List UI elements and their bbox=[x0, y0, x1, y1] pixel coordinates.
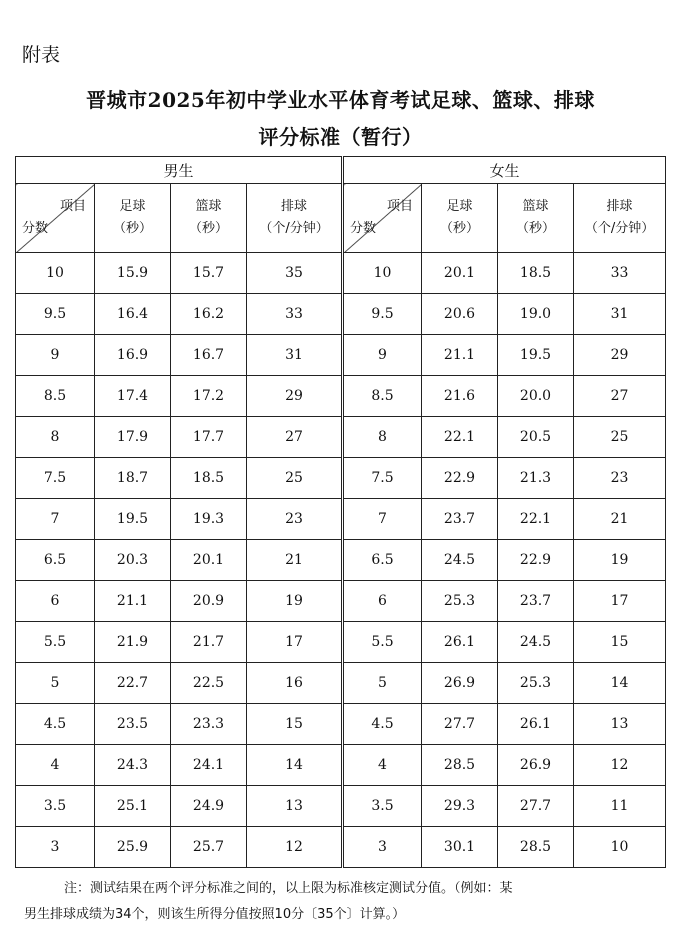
female-volleyball-cell: 12 bbox=[574, 745, 666, 786]
female-basketball-cell: 27.7 bbox=[498, 786, 574, 827]
female-volleyball-cell: 19 bbox=[574, 540, 666, 581]
male-volleyball-cell: 25 bbox=[247, 458, 343, 499]
diag-score-label: 分数 bbox=[350, 221, 377, 236]
basketball-unit: （秒） bbox=[188, 221, 228, 236]
male-basketball-cell: 24.9 bbox=[171, 786, 247, 827]
male-volleyball-cell: 15 bbox=[247, 704, 343, 745]
male-football-cell: 20.3 bbox=[95, 540, 171, 581]
female-volleyball-cell: 29 bbox=[574, 335, 666, 376]
male-football-cell: 15.9 bbox=[95, 253, 171, 294]
female-basketball-header bbox=[498, 184, 574, 253]
male-score-cell: 3 bbox=[16, 827, 95, 868]
table-row bbox=[16, 417, 666, 458]
male-basketball-cell: 16.7 bbox=[171, 335, 247, 376]
female-score-cell: 5.5 bbox=[343, 622, 422, 663]
female-basketball-cell: 21.3 bbox=[498, 458, 574, 499]
male-score-cell: 7.5 bbox=[16, 458, 95, 499]
male-basketball-cell: 20.9 bbox=[171, 581, 247, 622]
male-basketball-cell: 24.1 bbox=[171, 745, 247, 786]
female-basketball-cell: 19.5 bbox=[498, 335, 574, 376]
female-football-cell: 20.1 bbox=[422, 253, 498, 294]
male-basketball-cell: 25.7 bbox=[171, 827, 247, 868]
male-volleyball-cell: 14 bbox=[247, 745, 343, 786]
male-score-cell: 3.5 bbox=[16, 786, 95, 827]
female-football-cell: 27.7 bbox=[422, 704, 498, 745]
male-score-cell: 9.5 bbox=[16, 294, 95, 335]
male-score-cell: 6.5 bbox=[16, 540, 95, 581]
female-score-cell: 6 bbox=[343, 581, 422, 622]
male-score-cell: 10 bbox=[16, 253, 95, 294]
male-basketball-cell: 18.5 bbox=[171, 458, 247, 499]
diag-item-label: 项目 bbox=[59, 199, 86, 214]
footnote-line2: 男生排球成绩为34个，则该生所得分值按照10分〔35个〕计算。） bbox=[24, 907, 406, 922]
female-basketball-cell: 26.1 bbox=[498, 704, 574, 745]
table-row bbox=[16, 581, 666, 622]
female-basketball-cell: 28.5 bbox=[498, 827, 574, 868]
table-row bbox=[16, 335, 666, 376]
female-football-header bbox=[422, 184, 498, 253]
male-volleyball-cell: 29 bbox=[247, 376, 343, 417]
female-basketball-cell: 25.3 bbox=[498, 663, 574, 704]
female-football-cell: 25.3 bbox=[422, 581, 498, 622]
table-row bbox=[16, 458, 666, 499]
female-score-cell: 8.5 bbox=[343, 376, 422, 417]
volleyball-label: 排球 bbox=[606, 199, 633, 214]
male-football-header bbox=[95, 184, 171, 253]
basketball-label: 篮球 bbox=[522, 199, 549, 214]
male-volleyball-cell: 33 bbox=[247, 294, 343, 335]
female-football-cell: 20.6 bbox=[422, 294, 498, 335]
male-football-cell: 17.4 bbox=[95, 376, 171, 417]
basketball-unit: （秒） bbox=[516, 221, 556, 236]
male-volleyball-cell: 17 bbox=[247, 622, 343, 663]
female-football-cell: 28.5 bbox=[422, 745, 498, 786]
male-volleyball-cell: 31 bbox=[247, 335, 343, 376]
female-football-cell: 21.6 bbox=[422, 376, 498, 417]
table-row bbox=[16, 540, 666, 581]
basketball-label: 篮球 bbox=[195, 199, 222, 214]
male-football-cell: 24.3 bbox=[95, 745, 171, 786]
volleyball-unit: （个/分钟） bbox=[259, 221, 329, 236]
football-label: 足球 bbox=[119, 199, 146, 214]
female-football-cell: 23.7 bbox=[422, 499, 498, 540]
female-basketball-cell: 26.9 bbox=[498, 745, 574, 786]
male-football-cell: 18.7 bbox=[95, 458, 171, 499]
female-volleyball-cell: 33 bbox=[574, 253, 666, 294]
scoring-table bbox=[15, 156, 666, 868]
female-score-cell: 4 bbox=[343, 745, 422, 786]
female-score-cell: 8 bbox=[343, 417, 422, 458]
male-score-cell: 8 bbox=[16, 417, 95, 458]
male-football-cell: 23.5 bbox=[95, 704, 171, 745]
female-football-cell: 26.9 bbox=[422, 663, 498, 704]
female-basketball-cell: 20.0 bbox=[498, 376, 574, 417]
male-basketball-cell: 16.2 bbox=[171, 294, 247, 335]
table-row bbox=[16, 499, 666, 540]
table-row bbox=[16, 253, 666, 294]
female-basketball-cell: 24.5 bbox=[498, 622, 574, 663]
female-football-cell: 21.1 bbox=[422, 335, 498, 376]
female-football-cell: 24.5 bbox=[422, 540, 498, 581]
female-volleyball-cell: 14 bbox=[574, 663, 666, 704]
male-volleyball-header bbox=[247, 184, 343, 253]
female-volleyball-cell: 11 bbox=[574, 786, 666, 827]
male-football-cell: 16.9 bbox=[95, 335, 171, 376]
male-volleyball-cell: 21 bbox=[247, 540, 343, 581]
male-volleyball-cell: 35 bbox=[247, 253, 343, 294]
table-row bbox=[16, 663, 666, 704]
volleyball-label: 排球 bbox=[281, 199, 308, 214]
document-title-line2: 评分标准（暂行） bbox=[258, 125, 423, 149]
female-volleyball-cell: 27 bbox=[574, 376, 666, 417]
gender-header-row bbox=[16, 157, 666, 184]
female-score-cell: 3.5 bbox=[343, 786, 422, 827]
male-volleyball-cell: 27 bbox=[247, 417, 343, 458]
volleyball-unit: （个/分钟） bbox=[584, 221, 655, 236]
male-basketball-cell: 23.3 bbox=[171, 704, 247, 745]
female-football-cell: 22.1 bbox=[422, 417, 498, 458]
female-score-cell: 7 bbox=[343, 499, 422, 540]
male-football-cell: 19.5 bbox=[95, 499, 171, 540]
female-volleyball-cell: 13 bbox=[574, 704, 666, 745]
table-row bbox=[16, 704, 666, 745]
male-score-cell: 9 bbox=[16, 335, 95, 376]
female-score-cell: 9.5 bbox=[343, 294, 422, 335]
female-volleyball-cell: 17 bbox=[574, 581, 666, 622]
male-basketball-cell: 15.7 bbox=[171, 253, 247, 294]
male-score-cell: 4 bbox=[16, 745, 95, 786]
football-unit: （秒） bbox=[112, 221, 152, 236]
female-basketball-cell: 19.0 bbox=[498, 294, 574, 335]
female-volleyball-cell: 15 bbox=[574, 622, 666, 663]
female-volleyball-header bbox=[574, 184, 666, 253]
male-basketball-cell: 17.2 bbox=[171, 376, 247, 417]
female-football-cell: 22.9 bbox=[422, 458, 498, 499]
female-volleyball-cell: 21 bbox=[574, 499, 666, 540]
male-football-cell: 21.1 bbox=[95, 581, 171, 622]
female-score-cell: 9 bbox=[343, 335, 422, 376]
female-football-cell: 30.1 bbox=[422, 827, 498, 868]
male-volleyball-cell: 12 bbox=[247, 827, 343, 868]
male-volleyball-cell: 16 bbox=[247, 663, 343, 704]
male-score-cell: 6 bbox=[16, 581, 95, 622]
female-score-cell: 6.5 bbox=[343, 540, 422, 581]
male-football-cell: 25.9 bbox=[95, 827, 171, 868]
male-score-cell: 5 bbox=[16, 663, 95, 704]
female-diagonal-header-cell bbox=[343, 184, 422, 253]
male-football-cell: 22.7 bbox=[95, 663, 171, 704]
female-score-cell: 3 bbox=[343, 827, 422, 868]
female-volleyball-cell: 10 bbox=[574, 827, 666, 868]
appendix-label: 附表 bbox=[22, 44, 61, 66]
footnote-line1: 注：测试结果在两个评分标准之间的，以上限为标准核定测试分值。（例如：某 bbox=[64, 881, 513, 896]
table-row bbox=[16, 745, 666, 786]
male-volleyball-cell: 23 bbox=[247, 499, 343, 540]
female-group-header: 女生 bbox=[343, 157, 666, 184]
male-diagonal-header-cell bbox=[16, 184, 95, 253]
female-basketball-cell: 20.5 bbox=[498, 417, 574, 458]
female-football-cell: 26.1 bbox=[422, 622, 498, 663]
table-row bbox=[16, 622, 666, 663]
female-score-cell: 4.5 bbox=[343, 704, 422, 745]
table-row bbox=[16, 376, 666, 417]
male-football-cell: 17.9 bbox=[95, 417, 171, 458]
male-score-cell: 4.5 bbox=[16, 704, 95, 745]
male-volleyball-cell: 13 bbox=[247, 786, 343, 827]
diag-score-label: 分数 bbox=[22, 221, 49, 236]
male-group-header: 男生 bbox=[16, 157, 343, 184]
male-football-cell: 25.1 bbox=[95, 786, 171, 827]
table-row bbox=[16, 827, 666, 868]
female-score-cell: 5 bbox=[343, 663, 422, 704]
female-basketball-cell: 23.7 bbox=[498, 581, 574, 622]
male-score-cell: 5.5 bbox=[16, 622, 95, 663]
football-unit: （秒） bbox=[440, 221, 480, 236]
male-basketball-cell: 22.5 bbox=[171, 663, 247, 704]
document-title-line1: 晋城市2025年初中学业水平体育考试足球、篮球、排球 bbox=[86, 88, 595, 112]
female-volleyball-cell: 25 bbox=[574, 417, 666, 458]
football-label: 足球 bbox=[446, 199, 473, 214]
male-basketball-cell: 19.3 bbox=[171, 499, 247, 540]
male-football-cell: 16.4 bbox=[95, 294, 171, 335]
female-basketball-cell: 22.9 bbox=[498, 540, 574, 581]
male-volleyball-cell: 19 bbox=[247, 581, 343, 622]
table-row bbox=[16, 786, 666, 827]
female-basketball-cell: 18.5 bbox=[498, 253, 574, 294]
male-basketball-header bbox=[171, 184, 247, 253]
female-score-cell: 10 bbox=[343, 253, 422, 294]
male-basketball-cell: 21.7 bbox=[171, 622, 247, 663]
footnote bbox=[24, 876, 664, 928]
table-row bbox=[16, 294, 666, 335]
male-basketball-cell: 20.1 bbox=[171, 540, 247, 581]
female-volleyball-cell: 23 bbox=[574, 458, 666, 499]
female-volleyball-cell: 31 bbox=[574, 294, 666, 335]
female-score-cell: 7.5 bbox=[343, 458, 422, 499]
column-header-row bbox=[16, 184, 666, 253]
female-basketball-cell: 22.1 bbox=[498, 499, 574, 540]
male-score-cell: 8.5 bbox=[16, 376, 95, 417]
female-football-cell: 29.3 bbox=[422, 786, 498, 827]
diag-item-label: 项目 bbox=[387, 199, 414, 214]
male-football-cell: 21.9 bbox=[95, 622, 171, 663]
male-score-cell: 7 bbox=[16, 499, 95, 540]
male-basketball-cell: 17.7 bbox=[171, 417, 247, 458]
